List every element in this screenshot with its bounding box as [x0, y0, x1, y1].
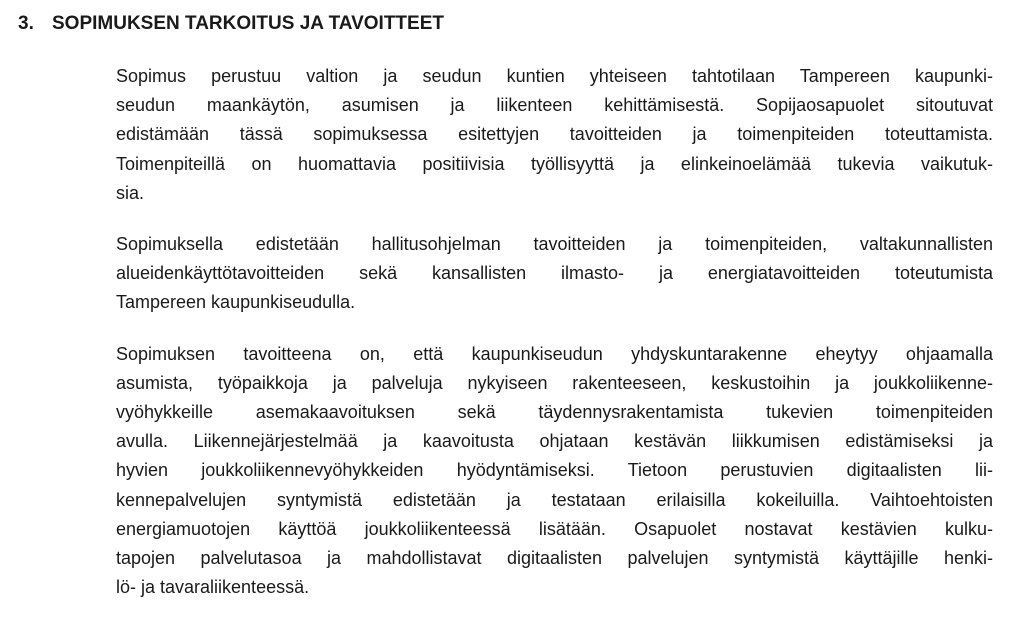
text-line: alueidenkäyttötavoitteiden sekä kansallisten ilmasto- ja energiatavoitteiden toteutumista: [116, 263, 993, 284]
paragraph-2: [116, 230, 993, 318]
text-line: avulla. Liikennejärjestelmää ja kaavoitusta ohjataan kestävän liikkumisen edistämiseksi ja: [116, 431, 993, 452]
text-line: seudun maankäytön, asumisen ja liikenteen kehittämisestä. Sopijaosapuolet sitoutuvat: [116, 95, 993, 116]
text-line: Sopimus perustuu valtion ja seudun kuntien yhteiseen tahtotilaan Tampereen kaupunki-: [116, 66, 993, 86]
section-title: SOPIMUKSEN TARKOITUS JA TAVOITTEET: [52, 13, 444, 34]
text-line: sia.: [116, 182, 145, 203]
text-line: edistämään tässä sopimuksessa esitettyjen tavoitteiden ja toimenpiteiden toteuttamista.: [116, 124, 993, 145]
section-body: [116, 62, 993, 624]
text-line: hyvien joukkoliikennevyöhykkeiden hyödyntämiseksi. Tietoon perustuvien digitaalisten lii-: [116, 460, 993, 481]
paragraph-1: [116, 62, 993, 208]
text-line: Toimenpiteillä on huomattavia positiivisia työllisyyttä ja elinkeinoelämää tukevia vaikutuk-: [116, 153, 993, 174]
text-line: vyöhykkeille asemakaavoituksen sekä täydennysrakentamista tukevien toimenpiteiden: [116, 402, 993, 423]
text-line: Tampereen kaupunkiseudulla.: [116, 292, 356, 313]
section-heading: [18, 10, 444, 38]
text-line: kennepalvelujen syntymistä edistetään ja testataan erilaisilla kokeiluilla. Vaihtoehtoisten: [116, 489, 993, 510]
text-line: tapojen palvelutasoa ja mahdollistavat digitaalisten palvelujen syntymistä käyttäjille henki-: [116, 548, 993, 569]
text-line: Sopimuksella edistetään hallitusohjelman tavoitteiden ja toimenpiteiden, valtakunnallisten: [116, 234, 993, 255]
paragraph-3: [116, 340, 993, 603]
text-line: Sopimuksen tavoitteena on, että kaupunkiseudun yhdyskuntarakenne eheytyy ohjaamalla: [116, 343, 993, 364]
text-line: lö- ja tavaraliikenteessä.: [116, 577, 310, 598]
text-line: asumista, työpaikkoja ja palveluja nykyiseen rakenteeseen, keskustoihin ja joukkoliikenne-: [116, 372, 993, 393]
text-line: energiamuotojen käyttöä joukkoliikenteessä lisätään. Osapuolet nostavat kestävien kulku-: [116, 518, 993, 539]
section-number: 3.: [18, 13, 34, 34]
